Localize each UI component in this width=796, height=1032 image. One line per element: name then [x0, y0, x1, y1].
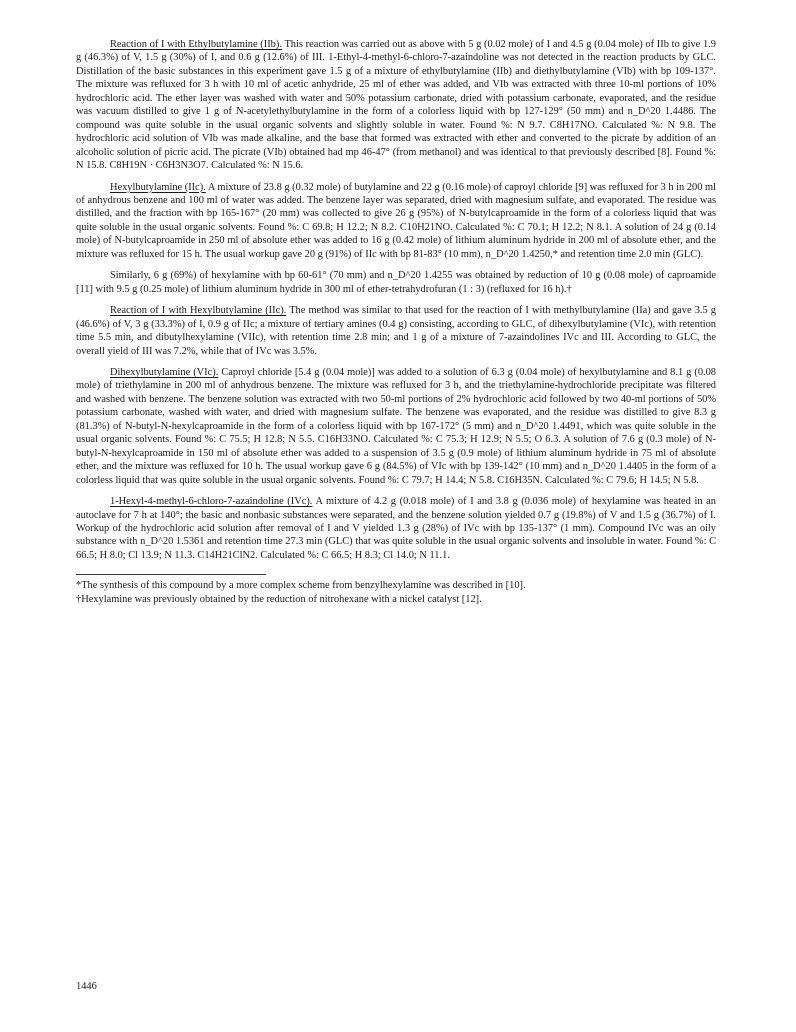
article-body: [76, 38, 716, 606]
footnote-divider: [76, 574, 266, 575]
paragraph-text: Similarly, 6 g (69%) of hexylamine with bp 60-61° (70 mm) and n_D^20 1.4255 was obtained by reduction of 10 g (0.08 mole) of caproamide [11] with 9.5 g (0.25 mole) of lithium aluminum hydride in 300 ml of ether-tetrahydrofuran (1 : 3) (refluxed for 16 h).†: [76, 270, 716, 295]
paragraph-hexylbutylamine: [76, 181, 716, 262]
section-heading: Reaction of I with Ethylbutylamine (IIb).: [110, 39, 282, 50]
paragraph-text: Caproyl chloride [5.4 g (0.04 mole)] was added to a solution of 6.3 g (0.04 mole) of hexylbutylamine and 8.1 g (0.08 mole) of triethylamine in 200 ml of anhydrous benzene. The mixture was refluxed for 3 h, and the triethylamine-hydrochloride precipitate was filtered and washed with benzene. The benzene solution was extracted with two 50-ml portions of 2% hydrochloric acid followed by two 40-ml portions of 50% potassium carbonate, washed with water, and dried with magnesium sulfate. The benzene was evaporated, and the residue was distilled to give 8.3 g (81.3%) of N-butyl-N-hexylcaproamide in the form of a colorless liquid with bp 167-172° (5 mm) and n_D^20 1.4491, which was quite soluble in the usual organic solvents. Found %: C 75.5; H 12.8; N 5.5. C16H33NO. Calculated %: C 75.3; H 12.9; N 5.5; O 6.3. A solution of 7.6 g (0.3 mole) of N-butyl-N-hexylcaproamide in 150 ml of absolute ether was added to a suspension of 3.5 g (0.9 mole) of lithium aluminum hydride in 75 ml of absolute ether, and the mixture was refluxed for 10 h. The usual workup gave 6 g (84.5%) of VIc with bp 139-142° (10 mm) and n_D^20 1.4405 in the form of a colorless liquid that was quite soluble in the usual organic solvents. Found %: C 79.7; H 14.4; N 5.8. C16H35N. Calculated %: C 79.6; H 14.5; N 5.8.: [76, 366, 716, 486]
section-heading: Reaction of I with Hexylbutylamine (IIc).: [110, 305, 287, 317]
section-heading: Dihexylbutylamine (VIc).: [110, 366, 219, 378]
paragraph-hexylamine-reduction: [76, 269, 716, 296]
paragraph-text: A mixture of 23.8 g (0.32 mole) of butylamine and 22 g (0.16 mole) of caproyl chloride [9] was refluxed for 3 h in 200 ml of anhydrous benzene and 100 ml of water was added. The benzene layer was separated, dried with magnesium sulfate, and evaporated. The residue was distilled, and the fraction with bp 165-167° (20 mm) was collected to give 26 g (95%) of N-butylcaproamide in the form of a colorless liquid that was quite soluble in the usual organic solvents. Found %: C 69.8; H 12.2; N 8.2. C10H21NO. Calculated %: C 70.1; H 12.2; N 8.1. A solution of 24 g (0.14 mole) of N-butylcaproamide in 250 ml of absolute ether was added to 16 g (0.42 mole) of lithium aluminum hydride in 200 ml of absolute ether, and the mixture was refluxed for 15 h. The usual workup gave 20 g (91%) of IIc with bp 81-83° (10 mm), n_D^20 1.4250,* and retention time 2.0 min (GLC).: [76, 181, 716, 260]
paragraph-azaindoline-ivc: [76, 495, 716, 562]
paragraph-text: The method was similar to that used for the reaction of I with methylbutylamine (IIa) and gave 3.5 g (46.6%) of V, 3 g (33.3%) of I, 0.9 g of IIc; a mixture of tertiary amines (0.4 g) consisting, according to GLC, of dihexylbutylamine (VIc), with retention time 5.5 min, and dibutylhexylamine (VIIc), with retention time 2.8 min; and 1 g of a mixture of 7-azaindolines IVc and III. According to GLC, the overall yield of III was 7.2%, while that of IVc was 3.5%.: [76, 305, 716, 357]
paragraph-dihexylbutylamine: [76, 366, 716, 487]
footnote-asterisk: *The synthesis of this compound by a more complex scheme from benzylhexylamine was described in [10].: [76, 580, 526, 592]
paragraph-ethylbutylamine-reaction: [76, 38, 716, 173]
section-heading: Hexylbutylamine (IIc).: [110, 181, 206, 193]
paragraph-hexylbutylamine-reaction: [76, 304, 716, 358]
footnote-dagger: †Hexylamine was previously obtained by the reduction of nitrohexane with a nickel catalyst [12].: [76, 593, 482, 605]
page-number: 1446: [76, 981, 97, 992]
paragraph-text: A mixture of 4.2 g (0.018 mole) of I and 3.8 g (0.036 mole) of hexylamine was heated in an autoclave for 7 h at 140°; the basic and nonbasic substances were separated, and the benzene solution yielded 0.7 g (19.8%) of V and 1.5 g (36.7%) of I. Workup of the hydrochloric acid solution after removal of I and V yielded 1.3 g (28%) of IVc with bp 135-137° (1 mm). Compound IVc was an oily substance with n_D^20 1.5361 and retention time 27.3 min (GLC) that was quite soluble in the usual organic solvents and insoluble in water. Found %: C 66.5; H 8.0; Cl 13.9; N 11.3. C14H21ClN2. Calculated %: C 66.5; H 8.3; Cl 14.0; N 11.1.: [76, 496, 716, 561]
section-heading: 1-Hexyl-4-methyl-6-chloro-7-azaindoline (IVc).: [110, 496, 313, 508]
paragraph-text: This reaction was carried out as above with 5 g (0.02 mole) of I and 4.5 g (0.04 mole) of IIb to give 1.9 g (46.3%) of V, 1.5 g (30%) of I, and 0.6 g (12.6%) of III. 1-Ethyl-4-methyl-6-chloro-7-azaindoline was not detected in the reaction products by GLC. Distillation of the basic substances in this experiment gave 1.5 g of a mixture of ethylbutylamine (IIb) and diethylbutylamine (VIb) with bp 109-137°. The mixture was refluxed for 3 h with 10 ml of acetic anhydride, 25 ml of ether was added, and VIb was extracted with three 10-ml portions of 10% hydrochloric acid. The ether layer was washed with water and 50% potassium carbonate, dried with potassium carbonate, evaporated, and the residue was vacuum distilled to give 1 g of N-acetylethylbutylamine in the form of a colorless liquid with bp 127-129° (50 mm) and n_D^20 1.4486. The compound was quite soluble in the usual organic solvents and slightly soluble in water. Found %: N 9.7. C8H17NO. Calculated %: N 9.8. The hydrochloric acid solution of VIb was made alkaline, and the base that formed was extracted with ether and converted to the picrate by addition of an alcoholic solution of picric acid. The picrate (VIb) obtained had mp 46-47° (from methanol) and was identical to that previously described [8]. Found %: N 15.8. C8H19N · C6H3N3O7. Calculated %: N 15.6.: [76, 39, 716, 172]
